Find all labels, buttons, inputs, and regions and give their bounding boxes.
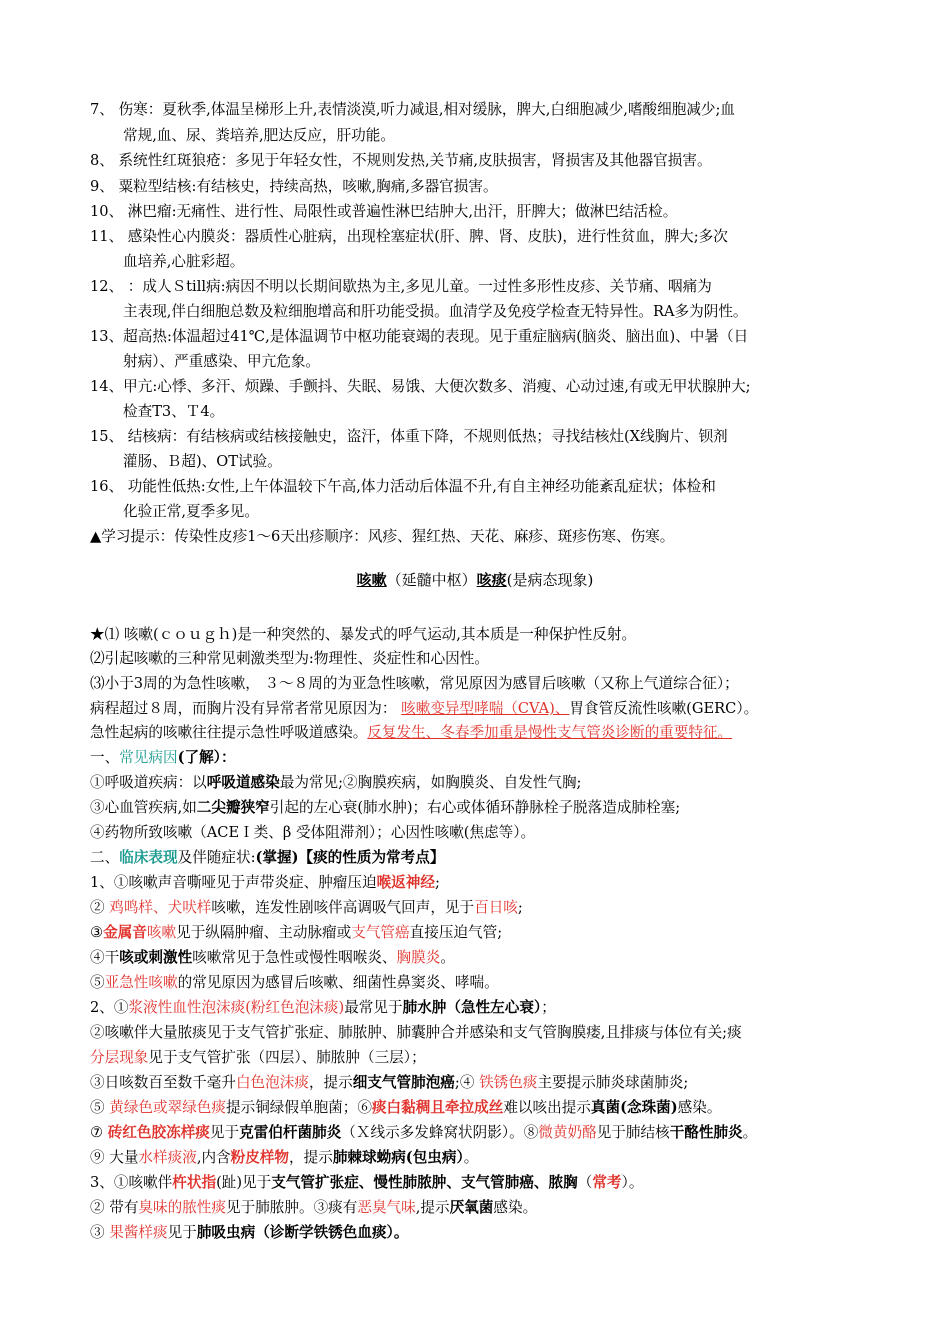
c25-e: 难以咳出提示: [503, 1099, 591, 1116]
heading-causes: [90, 748, 236, 768]
c26-c: 见于: [209, 1124, 240, 1141]
c27-d: 粉皮样物: [230, 1149, 290, 1166]
item-13-line2: 射病）、严重感染、甲亢危象。: [123, 353, 321, 370]
heading-causes-note: (了解）：: [177, 749, 236, 766]
c27-c: ,内含: [196, 1149, 231, 1166]
para-5: [90, 723, 732, 743]
c11-b: 喉返神经: [376, 874, 435, 891]
item-12-line1: 12、 ：成人Ｓtill病:病因不明以长期间歇热为主,多见儿童。一过性多形性皮疹、关节痛、咽痛为: [90, 278, 712, 295]
c14-a: ④干: [90, 949, 120, 966]
item-16-line2: 化验正常,夏季多见。: [123, 503, 259, 520]
c15-a: ⑤: [90, 974, 105, 991]
c21-b: 浆液性血性泡沫痰(粉红色泡沫痰): [128, 999, 345, 1016]
cause-2: [90, 798, 680, 818]
clinical-3-3: [90, 1223, 408, 1243]
c26-a: ⑦: [90, 1124, 108, 1141]
c32-e: ,提示: [415, 1199, 450, 1216]
c27-f: 肺棘球蚴病(包虫病）: [332, 1149, 464, 1166]
c12-d: 百日咳: [474, 899, 518, 916]
para-1: ★⑴ 咳嗽(ｃｏｕｇｈ)是一种突然的、暴发式的呼气运动,其本质是一种保护性反射。: [90, 626, 637, 643]
c15-c: 的常见原因为感冒后咳嗽、细菌性鼻窦炎、哮喘。: [177, 974, 499, 991]
heading-clinical-num: 二、: [90, 849, 120, 866]
item-11-line2: 血培养,心脏彩超。: [123, 253, 245, 270]
c12-c: 咳嗽，连发性剧咳伴高调吸气回声，见于: [211, 899, 475, 916]
c24-b: 白色泡沫痰: [235, 1074, 309, 1091]
clinical-2-4: [90, 1073, 688, 1093]
c31-b: 杵状指: [172, 1174, 217, 1191]
c14-e: 。: [440, 949, 455, 966]
para-4-gerc: 胃食管反流性咳嗽(GERC）。: [569, 700, 759, 717]
heading-causes-num: 一、: [90, 749, 120, 766]
c31-c: (趾)见于: [216, 1174, 272, 1191]
c21-e: ；: [541, 999, 556, 1016]
c31-g: ）。: [621, 1174, 644, 1191]
item-9: 9、 粟粒型结核:有结核史，持续高热，咳嗽,胸痛,多器官损害。: [90, 178, 498, 195]
c13-e: 支气管癌: [351, 924, 410, 941]
c27-a: ⑨ 大量: [90, 1149, 139, 1166]
title-center: （延髓中枢）: [386, 571, 477, 589]
c33-a: ③: [90, 1224, 110, 1241]
c25-a: ⑤: [90, 1099, 110, 1116]
heading-clinical-sub: 及伴随症状:: [177, 849, 256, 866]
c33-b: 果酱样痰: [109, 1224, 168, 1241]
c26-b: 砖红色胶冻样痰: [107, 1124, 210, 1141]
clinical-3-2: [90, 1198, 537, 1218]
clinical-1-1: [90, 873, 440, 893]
c25-b: 黄绿色或翠绿色痰: [109, 1099, 226, 1116]
cause-1: [90, 773, 581, 793]
item-12-line2: 主表现,伴白细胞总数及粒细胞增高和肝功能受损。血清学及免疫学检查无特异性。RA多为阴性。: [123, 303, 748, 320]
c12-b: 鸡鸣样、犬吠样: [109, 899, 212, 916]
c32-c: 见于肺脓肿。③痰有: [226, 1199, 358, 1216]
c14-c: 咳嗽常见于急性或慢性咽喉炎、: [192, 949, 397, 966]
c21-d: 肺水肿（急性左心衰）: [402, 999, 542, 1016]
c21-a: 2、①: [90, 999, 129, 1016]
c31-f: 常考: [592, 1174, 622, 1191]
c31-e: （: [577, 1174, 593, 1191]
item-11-line1: 11、 感染性心内膜炎：器质性心脏病，出现栓塞症状(肝、脾、肾、皮肤)，进行性贫血，脾大;多次: [90, 228, 728, 245]
item-10: 10、 淋巴瘤:无痛性、进行性、局限性或普遍性淋巴结肿大,出汗，肝脾大；做淋巴结活检。: [90, 203, 678, 220]
c33-c: 见于: [167, 1224, 197, 1241]
c25-c: 提示铜绿假单胞菌；⑥: [226, 1099, 372, 1116]
c32-f: 厌氧菌: [449, 1199, 494, 1216]
cause-2-b: 二尖瓣狭窄: [196, 799, 270, 816]
item-14-line2: 检查T3、Ｔ4。: [123, 403, 225, 420]
heading-clinical-note: (掌握)【痰的性质为常考点】: [255, 849, 445, 866]
c32-b: 臭味的脓性痰: [138, 1199, 226, 1216]
c27-e: ，提示: [289, 1149, 333, 1166]
c26-g: 见于肺结核: [596, 1124, 670, 1141]
c13-b: 金属音: [103, 924, 147, 941]
item-14-line1: 14、甲亢:心悸、多汗、烦躁、手颤抖、失眠、易饿、大便次数多、消瘦、心动过速,有或无甲状腺肿大;: [90, 378, 751, 395]
c24-g: 主要提示肺炎球菌肺炎;: [537, 1074, 689, 1091]
cause-1-c: 最为常见;②胸膜疾病，如胸膜炎、自发性气胸;: [279, 774, 582, 791]
c13-a: ③: [90, 924, 104, 941]
c13-d: 见于纵隔肿瘤、主动脉瘤或: [176, 924, 352, 941]
para-3: ⑶小于3周的为急性咳嗽， ３～８周的为亚急性咳嗽，常见原因为感冒后咳嗽（又称上气道综合征）；: [90, 675, 739, 692]
c13-f: 直接压迫气管;: [409, 924, 503, 941]
c24-c: ，提示: [308, 1074, 353, 1091]
c24-e: ;④: [454, 1074, 480, 1091]
c24-a: ③日咳数百至数千毫升: [90, 1074, 236, 1091]
heading-clinical-title: 临床表现: [119, 849, 178, 866]
c12-e: ;: [517, 899, 523, 916]
item-15-line2: 灌肠、Ｂ超)、OT试验。: [123, 453, 282, 470]
c25-f: 真菌(念珠菌): [590, 1099, 678, 1116]
c12-a: ②: [90, 899, 110, 916]
c32-a: ② 带有: [90, 1199, 139, 1216]
c25-g: 感染。: [677, 1099, 722, 1116]
clinical-1-2: [90, 898, 523, 918]
c13-c: 咳嗽: [146, 924, 177, 941]
c26-i: 。: [742, 1124, 758, 1141]
c26-h: 干酪性肺炎: [669, 1124, 743, 1141]
item-8: 8、 系统性红斑狼疮：多见于年轻女性，不规则发热,关节痛,皮肤损害，肾损害及其他器官损害。: [90, 152, 712, 169]
c24-d: 细支气管肺泡癌: [352, 1074, 455, 1091]
title-note: (是病态现象): [506, 571, 594, 589]
para-5-highlight: 反复发生、冬春季加重是慢性支气管炎诊断的重要特征。: [367, 724, 733, 741]
item-15-line1: 15、 结核病：有结核病或结核接触史，盗汗，体重下降，不规则低热；寻找结核灶(X线胸片、钡剂: [90, 428, 728, 445]
clinical-2-6: [90, 1123, 757, 1143]
c21-c: 最常见于: [344, 999, 403, 1016]
c26-e: （Ｘ线示多发蜂窝状阴影）。⑧: [341, 1124, 539, 1141]
clinical-1-5: [90, 973, 499, 993]
c26-f: 微黄奶酪: [538, 1124, 597, 1141]
para-4: [90, 699, 758, 719]
c11-a: 1、①咳嗽声音嘶哑见于声带炎症、肿瘤压迫: [90, 874, 377, 891]
item-7-line2: 常规,血、尿、粪培养,肥达反应，肝功能。: [123, 127, 395, 144]
clinical-2-7: [90, 1148, 478, 1168]
c23-b: 见于支气管扩张（四层）、肺脓肿（三层）；: [148, 1049, 426, 1066]
item-16-line1: 16、 功能性低热:女性,上午体温较下午高,体力活动后体温不升,有自主神经功能紊乱症状；体检和: [90, 478, 716, 495]
para-5-text: 急性起病的咳嗽往往提示急性呼吸道感染。: [90, 724, 368, 741]
c14-d: 胸膜炎: [396, 949, 441, 966]
c27-b: 水样痰液: [138, 1149, 197, 1166]
clinical-2-2: ②咳嗽伴大量脓痰见于支气管扩张症、肺脓肿、肺囊肿合并感染和支气管胸膜瘘,且排痰与体位有关;痰: [90, 1024, 742, 1041]
c32-g: 感染。: [493, 1199, 538, 1216]
para-4-cva: 咳嗽变异型哮喘（CVA)、: [401, 700, 570, 717]
cause-1-a: ①呼吸道疾病：以: [90, 774, 207, 791]
c23-a: 分层现象: [90, 1049, 149, 1066]
cause-2-c: 引起的左心衰(肺水肿)；右心或体循环静脉栓子脱落造成肺栓塞;: [269, 799, 681, 816]
c31-a: 3、①咳嗽伴: [90, 1174, 173, 1191]
c11-c: ;: [434, 874, 440, 891]
section-title: [0, 570, 950, 590]
c31-d: 支气管扩张症、慢性肺脓肿、支气管肺癌、脓胸: [271, 1174, 578, 1191]
c25-d: 痰白黏稠且牵拉成丝: [371, 1099, 504, 1116]
clinical-2-5: [90, 1098, 721, 1118]
c33-d: 肺吸虫病（诊断学铁锈色血痰）。: [196, 1224, 409, 1241]
c24-f: 铁锈色痰: [479, 1074, 538, 1091]
c32-d: 恶臭气味: [357, 1199, 416, 1216]
c14-b: 咳或刺激性: [119, 949, 193, 966]
heading-clinical: [90, 848, 444, 868]
clinical-2-1: [90, 998, 556, 1018]
c27-g: 。: [463, 1149, 479, 1166]
clinical-3-1: [90, 1173, 643, 1193]
clinical-1-3: [90, 923, 502, 943]
clinical-2-3: [90, 1048, 426, 1068]
title-sputum: 咳痰: [476, 571, 507, 589]
clinical-1-4: [90, 948, 455, 968]
cause-3: ④药物所致咳嗽（ACEＩ类、β 受体阻滞剂）；心因性咳嗽(焦虑等）。: [90, 824, 536, 841]
c26-d: 克雷伯杆菌肺炎: [239, 1124, 342, 1141]
para-4-text: 病程超过８周，而胸片没有异常者常见原因为：: [90, 700, 402, 717]
para-2: ⑵引起咳嗽的三种常见刺激类型为:物理性、炎症性和心因性。: [90, 650, 489, 667]
study-tip: ▲学习提示：传染性皮疹1～6天出疹顺序：风疹、猩红热、天花、麻疹、斑疹伤寒、伤寒。: [90, 528, 675, 545]
cause-2-a: ③心血管疾病,如: [90, 799, 197, 816]
cause-1-b: 呼吸道感染: [206, 774, 280, 791]
heading-causes-title: 常见病因: [119, 749, 178, 766]
item-13-line1: 13、超高热:体温超过41℃,是体温调节中枢功能衰竭的表现。见于重症脑病(脑炎、脑出血)、中暑（日: [90, 328, 749, 345]
item-7-line1: 7、 伤寒：夏秋季,体温呈梯形上升,表情淡漠,听力减退,相对缓脉，脾大,白细胞减少,嗜酸细胞减少;血: [90, 101, 736, 118]
c15-b: 亚急性咳嗽: [104, 974, 178, 991]
title-cough: 咳嗽: [356, 571, 387, 589]
